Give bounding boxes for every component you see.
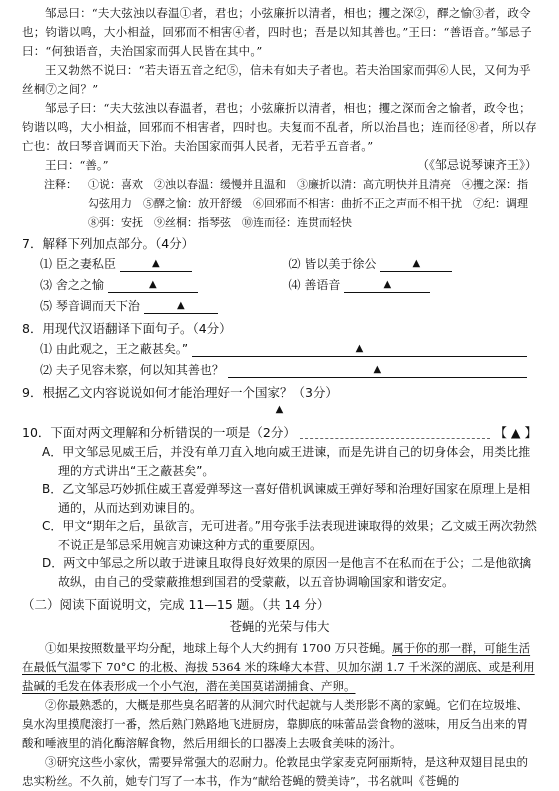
- q7-item-2-answer-blank[interactable]: [380, 257, 452, 272]
- q10-option-d: D．两文中邹忌之所以敢于进谏且取得良好效果的原因一是他言不在私而在于公；二是他欲擒故纵，由自己的受蒙蔽推想到国君的受蒙蔽，以五音协调喻国家和谐安定。: [42, 556, 532, 589]
- article-title: 苍蝇的光荣与伟大: [229, 619, 330, 634]
- question-8-stem: 8．用现代汉语翻译下面句子。（4分）: [22, 321, 232, 336]
- q7-item-5-answer-blank[interactable]: [144, 299, 218, 314]
- answer-marker: ▲: [383, 279, 392, 290]
- notes-label: 注释：: [44, 178, 77, 191]
- q7-item-3-answer-blank[interactable]: [108, 278, 198, 293]
- question-7-row-2: [22, 275, 537, 296]
- q10-option-b: B．乙文邹忌巧妙抓住威王喜爱弹琴这一喜好借机讽谏威王弹好琴和治理好国家在原理上是相通的，从而达到劝谏目的。: [42, 482, 531, 515]
- article-p1-lead: ①如果按照数量平均分配，地球上每个人大约拥有 1700 万只苍蝇。: [45, 641, 393, 655]
- question-9-stem: 9．根据乙文内容说说如何才能治理好一个国家？（3分）: [22, 385, 338, 400]
- section-2-heading: （二）阅读下面说明文，完成 11—15 题。（共 14 分）: [22, 597, 330, 612]
- q8-sentence-1-row: [22, 339, 537, 360]
- leader-dashes: [300, 428, 491, 439]
- notes: [22, 175, 537, 232]
- answer-marker: ▲: [373, 364, 382, 375]
- q10-option-c: C．甲文“期年之后，虽欲言，无可进者。”用夸张手法表现进谏取得的效果；乙文威王两次勃然不说正是邹忌采用婉言劝谏这种方式的重要原因。: [42, 519, 537, 552]
- article-paragraph-1: [22, 639, 537, 696]
- passage-paragraph-2: 王又勃然不说曰：“若夫语五音之纪⑤，信未有如夫子者也。若夫治国家而弭⑥人民，又何为乎丝桐⑦之间？”: [22, 63, 531, 96]
- q7-item-1-answer-blank[interactable]: [120, 257, 192, 272]
- q7-item-5-label: ⑸ 琴音调而天下治: [40, 299, 140, 313]
- q8-sentence-2-row: [22, 360, 537, 381]
- q7-item-2: [289, 254, 538, 275]
- question-7-row-1: [22, 254, 537, 275]
- answer-marker: ▲: [412, 258, 421, 269]
- article-paragraph-2: ②你最熟悉的，大概是那些臭名昭著的从洞穴时代起就与人类形影不离的家蝇。它们在垃圾堆、臭水沟里摸爬滚打一番，然后熟门熟路地飞进厨房，靠脚底的味蕾品尝食物的滋味，用反刍出来的胃酸和唾液里的消化酶溶解食物，然后用细长的口器凑上去吸食美味的汤汁。: [22, 698, 528, 750]
- q7-item-4: [289, 275, 538, 296]
- passage-ending: [22, 156, 537, 175]
- q7-item-1: [40, 254, 289, 275]
- answer-marker: ▲: [151, 258, 160, 269]
- notes-text: ①说：喜欢 ②浊以春温：缓慢并且温和 ③廉折以清：高亢明快并且清亮 ④攫之深：指勾弦用力 ⑤醳之愉：放开舒缓 ⑥回邪而不相害：曲折不正之声而不相干扰 ⑦纪：调理 ⑧弭：安抚 ⑨丝桐：指琴弦 ⑩连而径：连贯而轻快: [88, 178, 539, 229]
- q8-answer-2-blank[interactable]: [228, 363, 527, 378]
- q8-sentence-2: ⑵ 夫子见容未察，何以知其善也？: [40, 363, 224, 377]
- q7-item-3-label: ⑶ 舍之之愉: [40, 278, 104, 292]
- q9-answer-area[interactable]: [22, 403, 537, 417]
- passage-paragraph-4: 王曰：“善。”: [45, 158, 109, 172]
- passage-source: （《邹忌说琴谏齐王》）: [416, 158, 537, 172]
- article-paragraph-3: ③研究这些小家伙，需要异常强大的忍耐力。伦敦昆虫学家麦克阿丽斯特，是这种双翅目昆虫的忠实粉丝。不久前，她专门写了一本书，作为“献给苍蝇的赞美诗”，书名就叫《苍蝇的: [22, 755, 528, 788]
- q7-item-5: [40, 296, 304, 317]
- q7-item-4-answer-blank[interactable]: [344, 278, 430, 293]
- q7-item-4-label: ⑷ 善语音: [288, 278, 341, 292]
- q10-answer-bracket[interactable]: 【 ▲ 】: [494, 425, 537, 440]
- answer-marker: ▲: [355, 343, 364, 354]
- question-10-stem: 10．下面对两文理解和分析错误的一项是（2分）: [22, 425, 296, 440]
- q7-item-2-label: ⑵ 皆以美于徐公: [288, 257, 377, 271]
- answer-marker: ▲: [148, 279, 157, 290]
- question-7-row-3: [22, 296, 537, 317]
- question-10-header: [22, 423, 537, 443]
- q8-answer-1-blank[interactable]: [192, 342, 527, 357]
- answer-marker: ▲: [176, 300, 185, 311]
- passage-paragraph-3: 邹忌子曰：“夫大弦浊以春温者，君也；小弦廉折以清者，相也；攫之深而舍之愉者，政令也；钧谐以鸣，大小相益，回邪而不相害者，四时也。夫复而不乱者，所以治昌也；连而径⑧者，所以存亡也：故曰琴音调而天下治。夫治国家而弭人民者，无若乎五音者。”: [22, 101, 537, 153]
- q7-item-3: [40, 275, 289, 296]
- passage-paragraph-1: 邹忌曰：“夫大弦浊以春温①者，君也；小弦廉折以清者，相也；攫之深②，醳之愉③者，政令也；钧谐以鸣，大小相益，回邪而不相害④者，四时也；吾是以知其善也。”王曰：“善语音。”邹忌子曰：“何独语音，夫治国家而弭人民皆在其中。”: [22, 6, 532, 58]
- q10-option-a: A．甲文邹忌见威王后，并没有单刀直入地向威王进谏，而是先讲自己的切身体会，用类比推理的方式讲出“王之蔽甚矣”。: [42, 445, 531, 478]
- article-p1-underlined: 属于你的那一群，可能生活在最低气温零下 70°C 的北极、海拔 5364 米的珠峰大本营、贝加尔湖 1.7 千米深的湖底、或是利用盐碱的毛发在体表形成一个小气泡，潜在美国莫诺湖捕食、产卵。: [22, 641, 535, 693]
- q7-item-1-label: ⑴ 臣之妻私臣: [40, 257, 116, 271]
- question-7-stem: 7．解释下列加点部分。（4分）: [22, 236, 195, 251]
- q8-sentence-1: ⑴ 由此观之，王之蔽甚矣。”: [40, 342, 189, 356]
- answer-marker: ▲: [275, 404, 284, 415]
